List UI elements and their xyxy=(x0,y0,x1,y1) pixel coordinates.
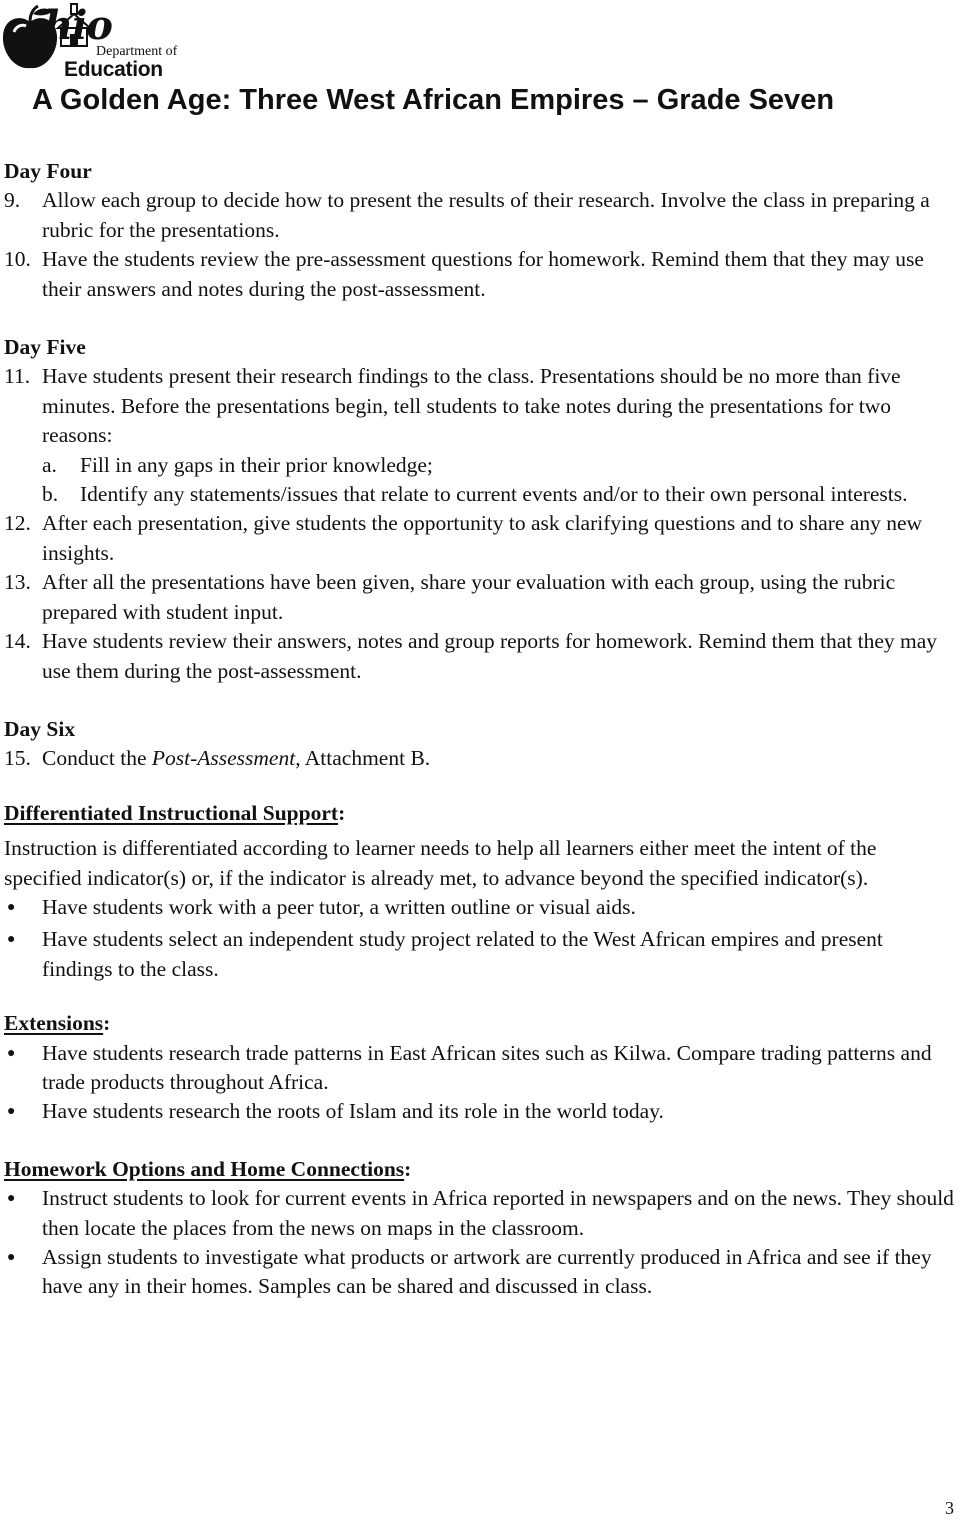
differentiated-heading-text: Differentiated Instructional Support xyxy=(4,800,339,825)
differentiated-heading xyxy=(4,799,956,828)
list-item xyxy=(4,627,956,686)
bullet-icon xyxy=(4,1039,42,1098)
logo-script-text: hio xyxy=(44,2,112,49)
item-number: 12. xyxy=(4,511,31,536)
extensions-heading-text: Extensions xyxy=(4,1011,104,1036)
bullet-icon xyxy=(4,893,42,925)
bullet-item xyxy=(4,925,956,984)
list-item xyxy=(4,186,956,245)
bullet-item xyxy=(4,1184,956,1243)
extensions-heading xyxy=(4,1009,956,1038)
bullet-text: Have students research the roots of Islam and its role in the world today. xyxy=(42,1099,664,1124)
bullet-text: Have students select an independent study project related to the West African empires and present findings to the class. xyxy=(42,927,883,981)
list-item xyxy=(4,362,956,450)
bullet-item xyxy=(4,1243,956,1302)
document-body xyxy=(4,157,956,1302)
bullet-text: Instruct students to look for current events in Africa reported in newspapers and on the news. They should then locate the places from the news on maps in the classroom. xyxy=(42,1186,954,1240)
sub-item xyxy=(4,480,956,509)
day-five-heading: Day Five xyxy=(4,335,86,360)
list-item xyxy=(4,245,956,304)
bullet-icon xyxy=(4,925,42,984)
bullet-item xyxy=(4,1039,956,1098)
item-number: 11. xyxy=(4,364,31,389)
sub-item-text: Fill in any gaps in their prior knowledge; xyxy=(80,452,433,477)
item-text: After each presentation, give students the opportunity to ask clarifying questions and to share any new insights. xyxy=(42,511,923,565)
item-text-post: , Attachment B. xyxy=(295,746,431,771)
logo-department-text: Department of xyxy=(96,44,178,59)
list-item xyxy=(4,744,956,773)
item-text: Allow each group to decide how to present the results of their research. Involve the class in preparing a rubric for the presentations. xyxy=(42,188,930,242)
sub-item xyxy=(4,451,956,480)
item-number: 13. xyxy=(4,570,31,595)
heading-colon: : xyxy=(404,1156,412,1181)
bullet-item xyxy=(4,893,956,925)
differentiated-intro: Instruction is differentiated according to learner needs to help all learners either meet the intent of the specified indicator(s) or, if the indicator is already met, to advance beyond the specified indicator(s). xyxy=(4,836,877,890)
item-text: After all the presentations have been given, share your evaluation with each group, using the rubric prepared with student input. xyxy=(42,570,896,624)
list-item xyxy=(4,568,956,627)
bullet-icon xyxy=(4,1184,42,1243)
page-title: A Golden Age: Three West African Empires – Grade Seven xyxy=(32,84,835,116)
logo-education-text: Education xyxy=(64,58,163,81)
item-number: 9. xyxy=(4,188,21,213)
bullet-item xyxy=(4,1097,956,1129)
day-four-heading: Day Four xyxy=(4,159,92,183)
homework-heading xyxy=(4,1155,956,1184)
page-number: 3 xyxy=(945,1498,954,1518)
item-number: 14. xyxy=(4,629,31,654)
item-text: Have the students review the pre-assessment questions for homework. Remind them that they may use their answers and notes during the post-assessment. xyxy=(42,247,924,301)
ohio-department-of-education-logo xyxy=(0,0,180,80)
item-text: Have students review their answers, notes and group reports for homework. Remind them that they may use them during the post-assessment. xyxy=(42,629,938,683)
sub-item-label: b. xyxy=(42,482,59,507)
day-six-heading: Day Six xyxy=(4,716,76,741)
item-text: Have students present their research findings to the class. Presentations should be no more than five minutes. Before the presentations begin, tell students to take notes during the presentations for two reasons: xyxy=(42,364,901,448)
bullet-text: Have students research trade patterns in East African sites such as Kilwa. Compare trading patterns and trade products throughout Africa. xyxy=(42,1040,932,1094)
bullet-icon xyxy=(4,1243,42,1302)
post-assessment-title: Post-Assessment xyxy=(151,746,296,771)
bullet-text: Have students work with a peer tutor, a written outline or visual aids. xyxy=(42,894,636,919)
item-number: 15. xyxy=(4,746,31,771)
heading-colon: : xyxy=(338,800,346,825)
homework-heading-text: Homework Options and Home Connections xyxy=(4,1156,405,1181)
item-text xyxy=(42,744,956,773)
heading-colon: : xyxy=(103,1011,111,1036)
list-item xyxy=(4,509,956,568)
sub-item-text: Identify any statements/issues that relate to current events and/or to their own personal interests. xyxy=(80,482,908,507)
bullet-icon xyxy=(4,1097,42,1129)
sub-item-label: a. xyxy=(42,452,57,477)
bullet-text: Assign students to investigate what products or artwork are currently produced in Africa and see if they have any in their homes. Samples can be shared and discussed in class. xyxy=(42,1245,932,1299)
item-number: 10. xyxy=(4,247,31,272)
item-text-pre: Conduct the xyxy=(42,746,152,771)
